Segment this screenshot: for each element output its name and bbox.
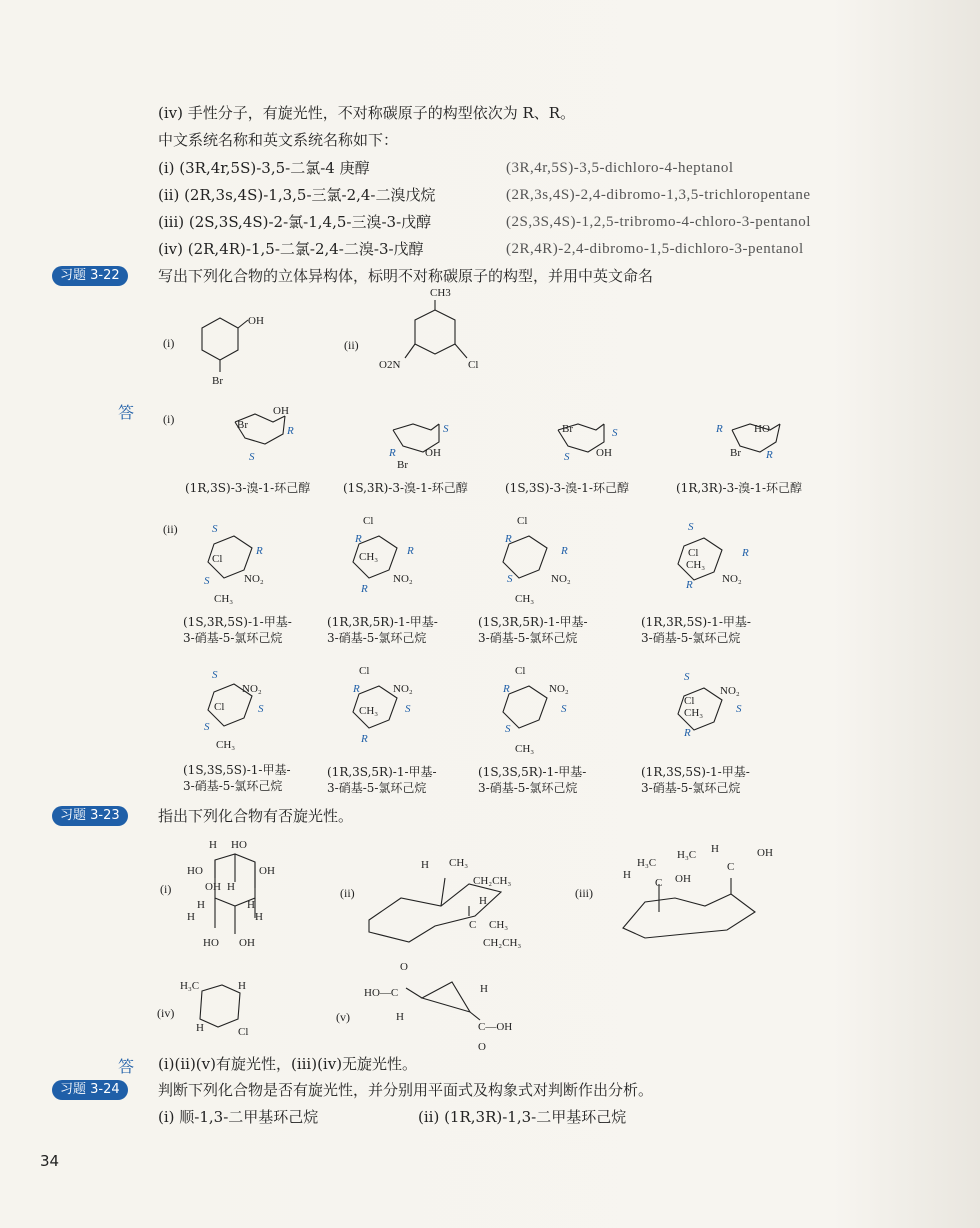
answer-i-name-3: (1S,3S)-3-溴-1-环己醇 xyxy=(505,481,629,495)
svg-text:S: S xyxy=(249,451,255,463)
svg-text:R: R xyxy=(561,545,568,557)
svg-text:H: H xyxy=(255,911,263,923)
name-cn-4: (iv) (2R,4R)-1,5-二氯-2,4-二溴-3-戊醇 xyxy=(158,240,424,258)
svg-text:Br: Br xyxy=(237,419,248,431)
chair-ii-1 xyxy=(200,520,280,610)
exercise-3-24-question: 判断下列化合物是否有旋光性，并分别用平面式及构象式对判断作出分析。 xyxy=(158,1081,654,1099)
svg-text:R: R xyxy=(505,533,512,545)
svg-text:OH: OH xyxy=(596,447,612,459)
svg-text:OH: OH xyxy=(675,873,691,885)
svg-text:H: H xyxy=(711,843,719,855)
answer-ii-name-6: (1R,3S,5R)-1-甲基- 3-硝基-5-氯环己烷 xyxy=(327,765,437,795)
svg-text:Cl: Cl xyxy=(238,1026,249,1038)
svg-text:C: C xyxy=(469,919,477,931)
exercise-3-22-badge: 习题 3-22 xyxy=(52,266,128,286)
svg-text:HO: HO xyxy=(231,839,247,851)
svg-text:OH: OH xyxy=(425,447,441,459)
svg-text:CH₃: CH₃ xyxy=(515,743,535,755)
svg-text:H₃C: H₃C xyxy=(637,857,657,869)
page-number: 34 xyxy=(40,1152,60,1170)
chair-1R3S xyxy=(225,402,315,472)
svg-text:R: R xyxy=(766,449,773,461)
chair-ii-8 xyxy=(670,668,760,748)
exercise-3-23-answer: (i)(ii)(v)有旋光性，(iii)(iv)无旋光性。 xyxy=(158,1055,418,1073)
svg-text:H₃C: H₃C xyxy=(180,980,200,992)
svg-text:O: O xyxy=(400,961,408,973)
svg-text:S: S xyxy=(684,671,690,683)
svg-text:R: R xyxy=(742,547,749,559)
svg-text:H: H xyxy=(480,983,488,995)
svg-text:C—OH: C—OH xyxy=(478,1021,513,1033)
svg-text:R: R xyxy=(389,447,396,459)
svg-text:NO₂: NO₂ xyxy=(720,685,740,697)
name-en-1: (3R,4r,5S)-3,5-dichloro-4-heptanol xyxy=(506,160,734,176)
svg-text:R: R xyxy=(503,683,510,695)
name-en-2: (2R,3s,4S)-2,4-dibromo-1,3,5-trichloropentane xyxy=(506,187,811,203)
svg-text:S: S xyxy=(561,703,567,715)
svg-text:H: H xyxy=(247,899,255,911)
answer-i-name-1: (1R,3S)-3-溴-1-环己醇 xyxy=(185,481,311,495)
name-en-4: (2R,4R)-2,4-dibromo-1,5-dichloro-3-pentanol xyxy=(506,241,804,257)
svg-text:R: R xyxy=(361,733,368,745)
svg-text:R: R xyxy=(287,425,294,437)
svg-text:NO₂: NO₂ xyxy=(393,573,413,585)
svg-text:R: R xyxy=(353,683,360,695)
name-cn-1: (i) (3R,4r,5S)-3,5-二氯-4 庚醇 xyxy=(158,159,370,177)
struct-ii-label: (ii) xyxy=(344,338,359,352)
cyclopropane-dicarboxylic-structure xyxy=(360,958,540,1053)
svg-text:S: S xyxy=(204,575,210,587)
svg-text:H: H xyxy=(623,869,631,881)
chair-ii-2 xyxy=(345,512,425,602)
svg-text:H: H xyxy=(421,859,429,871)
svg-text:Br: Br xyxy=(730,447,741,459)
svg-text:CH₃: CH₃ xyxy=(489,919,509,931)
svg-text:S: S xyxy=(505,723,511,735)
chair-ii-3 xyxy=(495,512,585,605)
chair-ii-6 xyxy=(345,662,435,752)
svg-text:CH₃: CH₃ xyxy=(684,707,704,719)
bicyclic-structure xyxy=(615,842,795,942)
svg-text:HO: HO xyxy=(754,423,770,435)
name-en-3: (2S,3S,4S)-1,2,5-tribromo-4-chloro-3-pentanol xyxy=(506,214,811,230)
svg-text:S: S xyxy=(212,523,218,535)
svg-text:C: C xyxy=(727,861,735,873)
answer-ii-name-5: (1S,3S,5S)-1-甲基- 3-硝基-5-氯环己烷 xyxy=(183,763,291,793)
svg-text:Cl: Cl xyxy=(684,695,695,707)
svg-text:H: H xyxy=(479,895,487,907)
svg-text:OH: OH xyxy=(239,937,255,949)
svg-text:Cl: Cl xyxy=(359,665,370,677)
svg-text:S: S xyxy=(204,721,210,733)
svg-text:O: O xyxy=(478,1041,486,1053)
answer-mark-322: 答 xyxy=(118,403,135,422)
svg-text:CH₃: CH₃ xyxy=(515,593,535,605)
svg-text:CH₂CH₃: CH₂CH₃ xyxy=(473,875,512,887)
exercise-3-23-badge: 习题 3-23 xyxy=(52,806,128,826)
svg-text:HO: HO xyxy=(187,865,203,877)
names-heading: 中文系统名称和英文系统名称如下： xyxy=(158,131,399,149)
svg-text:Cl: Cl xyxy=(212,553,223,565)
exercise-3-24-badge: 习题 3-24 xyxy=(52,1080,128,1100)
ex323-label-v: (v) xyxy=(336,1010,350,1024)
br-label: Br xyxy=(212,375,223,387)
svg-text:CH₃: CH₃ xyxy=(216,739,236,751)
bromocyclohexanol-structure xyxy=(190,310,270,390)
svg-text:S: S xyxy=(612,427,618,439)
svg-text:OH: OH xyxy=(273,405,289,417)
svg-text:CH₃: CH₃ xyxy=(359,705,379,717)
chloromethylcyclohexane-structure xyxy=(178,975,268,1045)
svg-text:H: H xyxy=(197,899,205,911)
answer-ii-name-2: (1R,3R,5R)-1-甲基- 3-硝基-5-氯环己烷 xyxy=(327,615,438,645)
chair-ii-4 xyxy=(670,518,760,598)
svg-text:Br: Br xyxy=(562,423,573,435)
chair-ii-7 xyxy=(495,662,585,755)
svg-text:OH: OH xyxy=(259,865,275,877)
svg-text:R: R xyxy=(407,545,414,557)
oh-label: OH xyxy=(248,315,264,327)
methyl-nitro-chlorocyclohexane-structure xyxy=(375,287,495,382)
answer-ii-name-7: (1S,3S,5R)-1-甲基- 3-硝基-5-氯环己烷 xyxy=(478,765,587,795)
svg-text:HO—C: HO—C xyxy=(364,987,399,999)
svg-text:CH₃: CH₃ xyxy=(449,857,469,869)
o2n-label: O2N xyxy=(379,359,401,371)
svg-text:OH: OH xyxy=(205,881,221,893)
svg-text:CH₃: CH₃ xyxy=(359,551,379,563)
svg-text:Br: Br xyxy=(397,459,408,471)
chair-1S3R xyxy=(385,416,475,476)
svg-text:S: S xyxy=(564,451,570,463)
svg-text:NO₂: NO₂ xyxy=(549,683,569,695)
svg-text:Cl: Cl xyxy=(363,515,374,527)
svg-text:S: S xyxy=(443,423,449,435)
decalin-structure xyxy=(365,850,555,960)
svg-text:NO₂: NO₂ xyxy=(244,573,264,585)
ex323-label-ii: (ii) xyxy=(340,886,355,900)
ch3-label: CH3 xyxy=(430,287,451,299)
exercise-3-24-item-ii: (ii) (1R,3R)-1,3-二甲基环己烷 xyxy=(418,1108,627,1126)
ex323-label-iv: (iv) xyxy=(157,1006,175,1020)
svg-text:S: S xyxy=(258,703,264,715)
svg-text:NO₂: NO₂ xyxy=(551,573,571,585)
cl-label: Cl xyxy=(468,359,479,371)
svg-text:C: C xyxy=(655,877,663,889)
struct-i-label: (i) xyxy=(163,336,175,350)
answer-mark-323: 答 xyxy=(118,1057,135,1076)
chair-1S3S xyxy=(550,416,640,476)
exercise-3-22-question: 写出下列化合物的立体异构体，标明不对称碳原子的构型，并用中英文命名 xyxy=(158,267,654,285)
svg-text:CH₃: CH₃ xyxy=(686,559,706,571)
svg-text:H: H xyxy=(209,839,217,851)
svg-text:H₃C: H₃C xyxy=(677,849,697,861)
svg-text:NO₂: NO₂ xyxy=(722,573,742,585)
svg-text:S: S xyxy=(507,573,513,585)
svg-text:R: R xyxy=(684,727,691,739)
svg-text:Cl: Cl xyxy=(688,547,699,559)
svg-text:R: R xyxy=(686,579,693,591)
svg-text:Cl: Cl xyxy=(517,515,528,527)
svg-text:S: S xyxy=(405,703,411,715)
name-cn-3: (iii) (2S,3S,4S)-2-氯-1,4,5-三溴-3-戊醇 xyxy=(158,213,432,231)
svg-text:H: H xyxy=(238,980,246,992)
answer-ii-label: (ii) xyxy=(163,522,178,536)
answer-i-name-4: (1R,3R)-3-溴-1-环己醇 xyxy=(676,481,803,495)
exercise-3-24-item-i: (i) 顺-1,3-二甲基环己烷 xyxy=(158,1108,319,1126)
svg-text:NO₂: NO₂ xyxy=(242,683,262,695)
answer-ii-name-3: (1S,3R,5R)-1-甲基- 3-硝基-5-氯环己烷 xyxy=(478,615,588,645)
name-cn-2: (ii) (2R,3s,4S)-1,3,5-三氯-2,4-二溴戊烷 xyxy=(158,186,436,204)
answer-iv-line: (iv) 手性分子，有旋光性，不对称碳原子的构型依次为 R、R。 xyxy=(158,104,576,122)
svg-text:CH₂CH₃: CH₂CH₃ xyxy=(483,937,522,949)
chair-1R3R xyxy=(710,416,800,476)
chair-ii-5 xyxy=(200,668,290,758)
svg-text:R: R xyxy=(716,423,723,435)
svg-text:NO₂: NO₂ xyxy=(393,683,413,695)
svg-text:R: R xyxy=(361,583,368,595)
ex323-label-iii: (iii) xyxy=(575,886,593,900)
svg-text:H: H xyxy=(396,1011,404,1023)
svg-text:Cl: Cl xyxy=(214,701,225,713)
svg-text:R: R xyxy=(256,545,263,557)
answer-ii-name-1: (1S,3R,5S)-1-甲基- 3-硝基-5-氯环己烷 xyxy=(183,615,292,645)
svg-text:R: R xyxy=(355,533,362,545)
svg-text:HO: HO xyxy=(203,937,219,949)
svg-text:H: H xyxy=(227,881,235,893)
svg-text:OH: OH xyxy=(757,847,773,859)
answer-ii-name-8: (1R,3S,5S)-1-甲基- 3-硝基-5-氯环己烷 xyxy=(641,765,750,795)
exercise-3-23-question: 指出下列化合物有否旋光性。 xyxy=(158,807,354,825)
answer-ii-name-4: (1R,3R,5S)-1-甲基- 3-硝基-5-氯环己烷 xyxy=(641,615,751,645)
ex323-label-i: (i) xyxy=(160,882,172,896)
svg-text:Cl: Cl xyxy=(515,665,526,677)
svg-text:H: H xyxy=(196,1022,204,1034)
answer-i-name-2: (1S,3R)-3-溴-1-环己醇 xyxy=(343,481,468,495)
inositol-structure xyxy=(185,838,285,953)
svg-text:S: S xyxy=(212,669,218,681)
svg-text:CH₃: CH₃ xyxy=(214,593,234,605)
answer-i-label: (i) xyxy=(163,412,175,426)
svg-text:S: S xyxy=(736,703,742,715)
svg-text:S: S xyxy=(688,521,694,533)
svg-text:H: H xyxy=(187,911,195,923)
